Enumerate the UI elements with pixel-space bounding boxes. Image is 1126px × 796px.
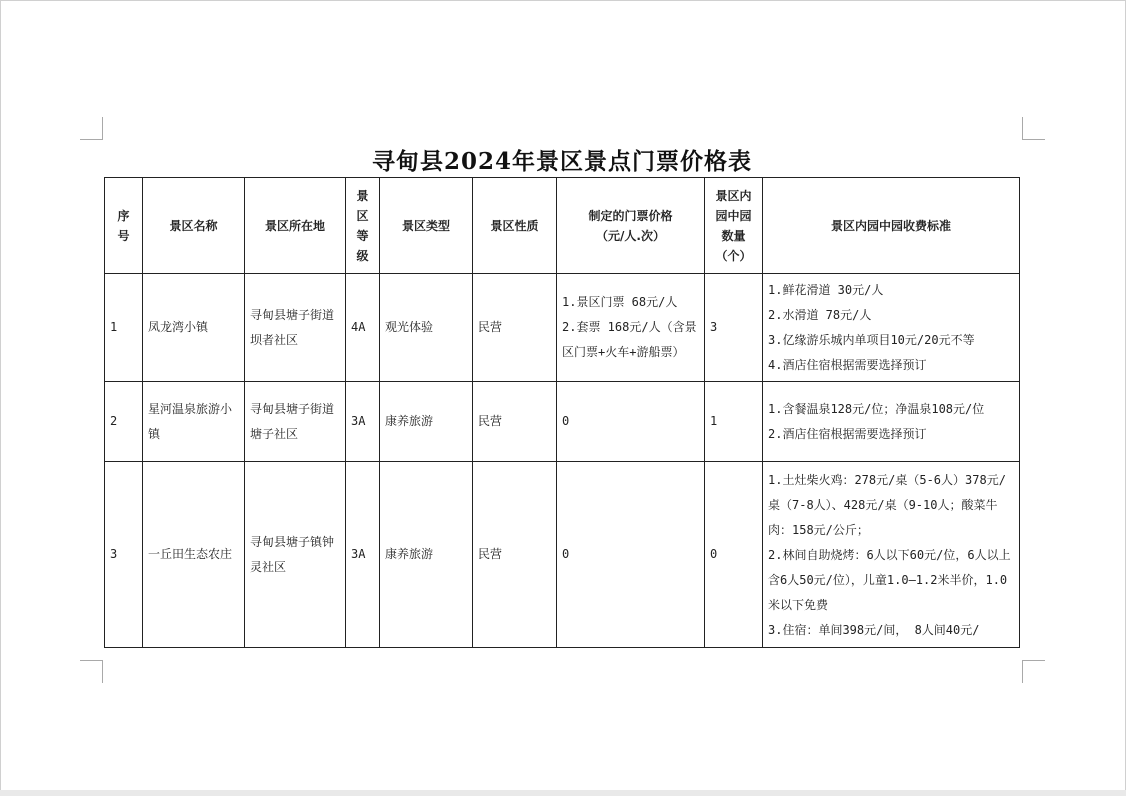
cell-inner-count: 0 (705, 462, 763, 648)
cell-seq: 2 (105, 382, 143, 462)
cell-seq: 3 (105, 462, 143, 648)
header-inner-count: 景区内 园中园 数量 （个） (705, 178, 763, 274)
table-row (105, 274, 1020, 382)
price-item: 1.景区门票 68元/人 (562, 295, 678, 309)
header-name: 景区名称 (143, 178, 245, 274)
header-location: 景区所在地 (245, 178, 346, 274)
cell-price (557, 462, 705, 648)
price-item: 2.套票 168元/人（含景区门票+火车+游船票） (562, 320, 697, 359)
document-title: 寻甸县2024年景区景点门票价格表 (371, 148, 752, 175)
margin-corner-mark (1022, 117, 1045, 140)
cell-name: 一丘田生态农庄 (143, 462, 245, 648)
table-row (105, 382, 1020, 462)
cell-nature: 民营 (473, 382, 557, 462)
header-inner-fees: 景区内园中园收费标准 (763, 178, 1020, 274)
cell-location: 寻甸县塘子镇钟灵社区 (245, 462, 346, 648)
header-type: 景区类型 (380, 178, 473, 274)
cell-price (557, 382, 705, 462)
cell-level: 3A (346, 462, 380, 648)
fee-item: 2.林间自助烧烤：6人以下60元/位，6人以上含6人50元/位），儿童1.0—1.2米半价，1.0米以下免费 (768, 548, 1011, 612)
fee-item: 3.住宿：单间398元/间， 8人间40元/ (768, 623, 980, 637)
cell-nature: 民营 (473, 462, 557, 648)
cell-location: 寻甸县塘子街道坝者社区 (245, 274, 346, 382)
cell-inner-fees (763, 462, 1020, 648)
cell-inner-count: 1 (705, 382, 763, 462)
header-price: 制定的门票价格 （元/人.次） (557, 178, 705, 274)
cell-inner-count: 3 (705, 274, 763, 382)
cell-type: 观光体验 (380, 274, 473, 382)
cell-location: 寻甸县塘子街道塘子社区 (245, 382, 346, 462)
cell-name: 星河温泉旅游小镇 (143, 382, 245, 462)
fee-item: 1.土灶柴火鸡：278元/桌（5-6人）378元/桌（7-8人）、428元/桌（9-10人；酸菜牛肉：158元/公斤； (768, 473, 1006, 537)
fee-item: 4.酒店住宿根据需要选择预订 (768, 357, 927, 372)
margin-corner-mark (1022, 660, 1045, 683)
margin-corner-mark (80, 117, 103, 140)
cell-price (557, 274, 705, 382)
cell-type: 康养旅游 (380, 382, 473, 462)
cell-level: 4A (346, 274, 380, 382)
cell-inner-fees (763, 382, 1020, 462)
bottom-scrollbar-track[interactable] (0, 790, 1126, 796)
price-item: 0 (562, 547, 570, 561)
fee-item: 1.鲜花滑道 30元/人 (768, 282, 884, 297)
cell-type: 康养旅游 (380, 462, 473, 648)
cell-seq: 1 (105, 274, 143, 382)
fee-item: 2.酒店住宿根据需要选择预订 (768, 426, 927, 441)
ticket-price-table (104, 177, 1020, 648)
cell-nature: 民营 (473, 274, 557, 382)
header-nature: 景区性质 (473, 178, 557, 274)
header-level: 景 区 等 级 (346, 178, 380, 274)
header-seq: 序 号 (105, 178, 143, 274)
cell-name: 凤龙湾小镇 (143, 274, 245, 382)
cell-level: 3A (346, 382, 380, 462)
fee-item: 3.亿缘游乐城内单项目10元/20元不等 (768, 332, 975, 347)
table-header-row (105, 178, 1020, 274)
fee-item: 1.含餐温泉128元/位；净温泉108元/位 (768, 401, 985, 416)
fee-item: 2.水滑道 78元/人 (768, 307, 872, 322)
margin-corner-mark (80, 660, 103, 683)
table-row (105, 462, 1020, 648)
price-item: 0 (562, 414, 570, 428)
cell-inner-fees (763, 274, 1020, 382)
